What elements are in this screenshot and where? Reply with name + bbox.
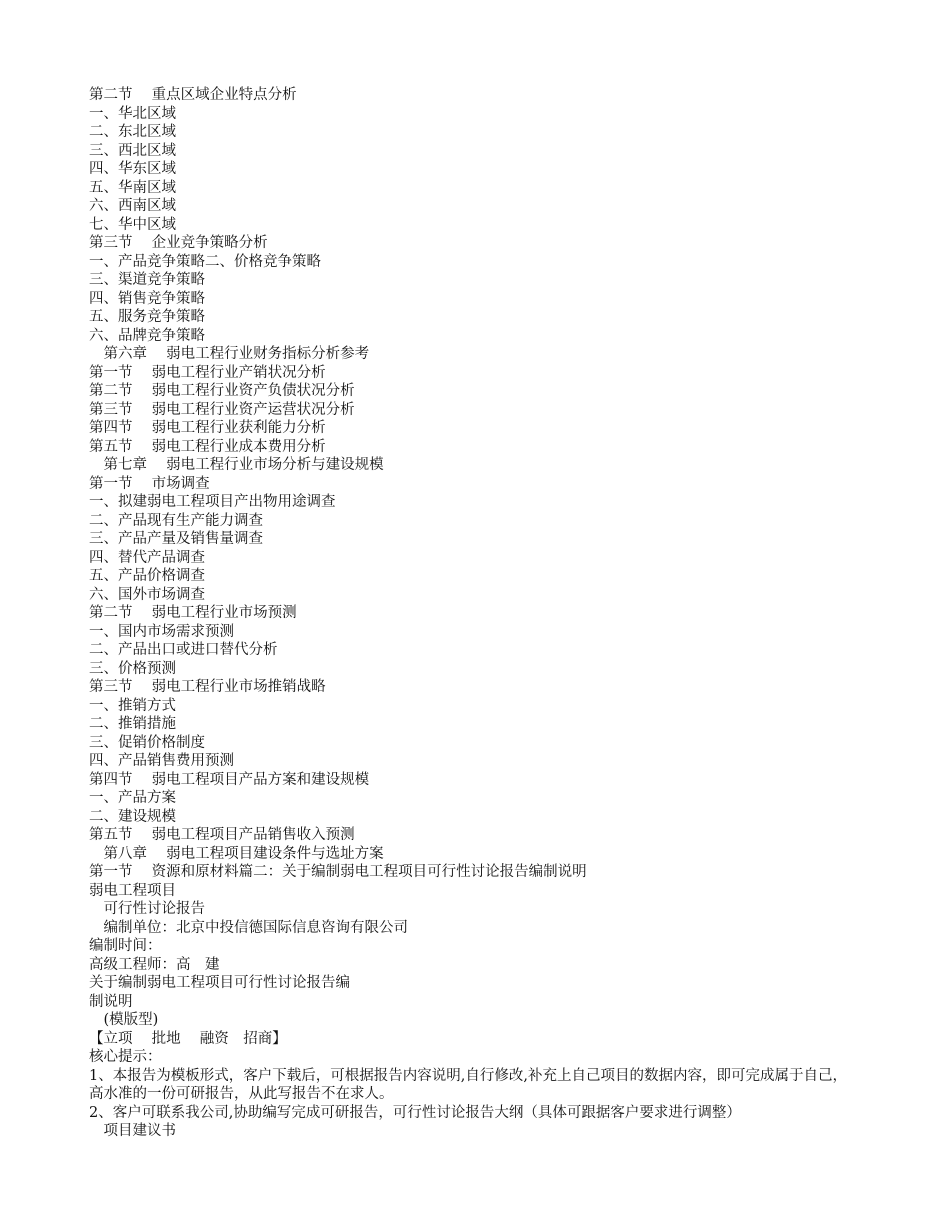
list-item: 一、产品竞争策略二、价格竞争策略	[89, 253, 321, 270]
chapter-heading: 第六章 弱电工程行业财务指标分析参考	[89, 346, 370, 362]
list-item: 三、西北区域	[89, 142, 176, 159]
list-item: 四、销售竞争策略	[89, 290, 205, 307]
section-heading: 第四节 弱电工程项目产品方案和建设规模	[89, 771, 370, 788]
section-heading: 第二节 弱电工程行业资产负债状况分析	[89, 383, 355, 399]
list-item: 五、服务竞争策略	[89, 309, 205, 325]
section-heading: 第一节 市场调查	[89, 475, 210, 492]
section-heading: 第五节 弱电工程项目产品销售收入预测	[89, 827, 355, 843]
proposal-heading: 项目建议书	[89, 1123, 176, 1139]
list-item: 二、产品现有生产能力调查	[89, 512, 263, 529]
purpose-tags: 【立项 批地 融资 招商】	[89, 1030, 287, 1047]
senior-engineer: 高级工程师：高 建	[89, 956, 220, 973]
list-item: 二、推销措施	[89, 716, 176, 732]
list-item: 一、推销方式	[89, 697, 176, 714]
list-item: 四、替代产品调查	[89, 549, 205, 566]
section-heading: 第一节 资源和原材料篇二：关于编制弱电工程项目可行性讨论报告编制说明	[89, 864, 587, 880]
section-heading: 第五节 弱电工程行业成本费用分析	[89, 438, 326, 455]
list-item: 四、产品销售费用预测	[89, 753, 234, 769]
list-item: 一、国内市场需求预测	[89, 623, 234, 640]
list-item: 五、产品价格调查	[89, 568, 205, 584]
report-subtitle: 可行性讨论报告	[89, 901, 205, 917]
explanation-title: 关于编制弱电工程项目可行性讨论报告编	[89, 975, 350, 991]
list-item: 六、西南区域	[89, 198, 176, 214]
compile-time: 编制时间：	[89, 938, 162, 954]
list-item: 一、拟建弱电工程项目产出物用途调查	[89, 494, 336, 510]
list-item: 一、华北区域	[89, 105, 176, 122]
section-heading: 第一节 弱电工程行业产销状况分析	[89, 364, 326, 381]
list-item: 四、华东区域	[89, 161, 176, 177]
chapter-heading: 第八章 弱电工程项目建设条件与选址方案	[89, 845, 384, 862]
list-item: 三、价格预测	[89, 660, 176, 677]
list-item: 三、渠道竞争策略	[89, 272, 205, 288]
list-item: 六、品牌竞争策略	[89, 327, 205, 344]
section-heading: 第四节 弱电工程行业获利能力分析	[89, 420, 326, 436]
section-heading: 第二节 重点区域企业特点分析	[89, 87, 297, 103]
list-item: 三、促销价格制度	[89, 734, 205, 751]
chapter-heading: 第七章 弱电工程行业市场分析与建设规模	[89, 457, 384, 473]
tip-paragraph: 2、客户可联系我公司,协助编写完成可研报告，可行性讨论报告大纲（具体可跟据客户要求进行调整）	[89, 1104, 741, 1121]
compiler-unit: 编制单位：北京中投信德国际信息咨询有限公司	[89, 919, 408, 936]
section-heading: 第二节 弱电工程行业市场预测	[89, 605, 297, 621]
section-heading: 第三节 弱电工程行业市场推销战略	[89, 679, 326, 695]
core-tips-heading: 核心提示：	[89, 1049, 162, 1065]
list-item: 五、华南区域	[89, 179, 176, 196]
list-item: 六、国外市场调查	[89, 586, 205, 603]
list-item: 一、产品方案	[89, 790, 176, 806]
list-item: 七、华中区域	[89, 216, 176, 233]
list-item: 二、建设规模	[89, 808, 176, 825]
document-body	[89, 86, 861, 1141]
template-type: (模版型)	[89, 1012, 159, 1028]
section-heading: 第三节 弱电工程行业资产运营状况分析	[89, 401, 355, 418]
list-item: 二、产品出口或进口替代分析	[89, 642, 278, 658]
list-item: 三、产品产量及销售量调查	[89, 531, 263, 547]
tip-paragraph: 1、本报告为模板形式，客户下载后，可根据报告内容说明,自行修改,补充上自己项目的数据内容，即可完成属于自己，高水准的一份可研报告，从此写报告不在求人。	[89, 1067, 847, 1102]
list-item: 二、东北区域	[89, 124, 176, 140]
project-title: 弱电工程项目	[89, 882, 176, 899]
section-heading: 第三节 企业竞争策略分析	[89, 235, 268, 251]
explanation-title-cont: 制说明	[89, 993, 133, 1010]
